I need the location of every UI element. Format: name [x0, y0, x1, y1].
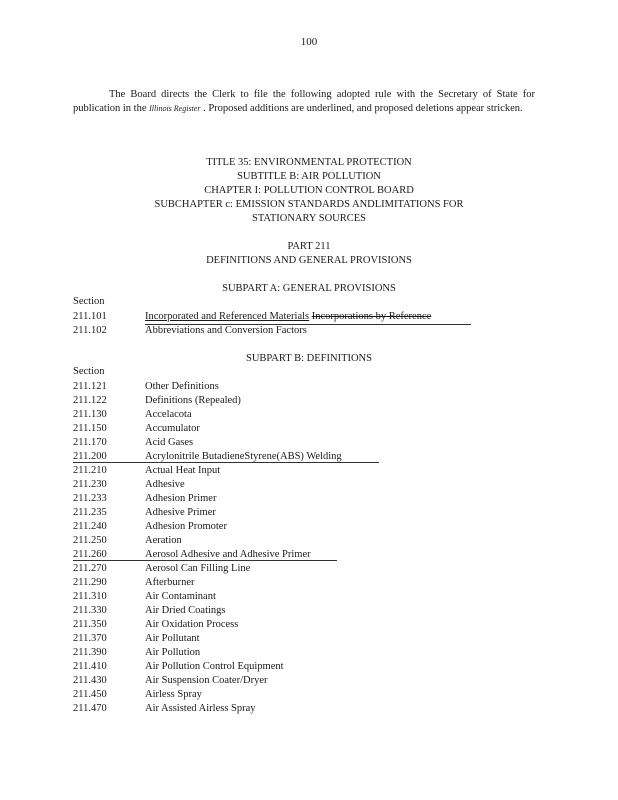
section-number: 211.200	[73, 451, 107, 462]
heading-title: TITLE 35: ENVIRONMENTAL PROTECTION	[206, 157, 412, 168]
section-title: Afterburner	[145, 577, 195, 588]
section-number: 211.230	[73, 479, 107, 490]
table-row	[73, 646, 373, 660]
intro-text-before: The Board directs the Clerk to file the following adopted rule with the Secretary of State for publication in the	[73, 89, 535, 114]
table-row	[73, 394, 373, 408]
section-number: 211.170	[73, 437, 107, 448]
table-row	[73, 660, 373, 674]
section-title: Air Pollution Control Equipment	[145, 661, 284, 672]
table-row	[73, 436, 373, 450]
table-row	[73, 534, 373, 548]
table-row	[73, 464, 373, 478]
table-row	[73, 520, 373, 534]
table-row	[73, 408, 373, 422]
heading-chapter: CHAPTER I: POLLUTION CONTROL BOARD	[204, 185, 414, 196]
section-title: Air Contaminant	[145, 591, 216, 602]
section-number: 211.121	[73, 381, 107, 392]
heading-part-title: DEFINITIONS AND GENERAL PROVISIONS	[206, 255, 412, 266]
table-row	[73, 688, 373, 702]
section-title: Accelacota	[145, 409, 192, 420]
section-number: 211.310	[73, 591, 107, 602]
table-row	[73, 380, 373, 394]
table-row	[73, 478, 373, 492]
section-title: Aerosol Adhesive and Adhesive Primer	[145, 549, 311, 560]
section-number: 211.150	[73, 423, 107, 434]
section-title: Definitions (Repealed)	[145, 395, 241, 406]
section-title: Adhesive	[145, 479, 185, 490]
section-title: Airless Spray	[145, 689, 202, 700]
table-row	[73, 576, 373, 590]
table-row	[73, 492, 373, 506]
underline-rule	[145, 324, 471, 325]
heading-subpart-b: SUBPART B: DEFINITIONS	[246, 353, 372, 364]
title-heading-block	[0, 156, 618, 226]
section-number: 211.450	[73, 689, 107, 700]
table-row	[73, 674, 373, 688]
table-row	[73, 506, 373, 520]
subpart-b-list	[73, 380, 373, 716]
section-number: 211.240	[73, 521, 107, 532]
section-title: Air Dried Coatings	[145, 605, 226, 616]
section-number: 211.233	[73, 493, 107, 504]
section-title: Air Assisted Airless Spray	[145, 703, 256, 714]
section-label-b: Section	[73, 366, 105, 377]
section-title: Air Pollutant	[145, 633, 200, 644]
struck-text: Incorporations by Reference	[311, 311, 432, 322]
section-number: 211.250	[73, 535, 107, 546]
part-heading-block	[0, 240, 618, 268]
section-number: 211.101	[73, 311, 107, 322]
section-title: Air Pollution	[145, 647, 201, 658]
section-number: 211.430	[73, 675, 107, 686]
subpart-a-heading	[0, 282, 618, 296]
section-number: 211.260	[73, 549, 107, 560]
section-number: 211.102	[73, 325, 107, 336]
heading-subchapter-line1: SUBCHAPTER c: EMISSION STANDARDS ANDLIMITATIONS FOR	[154, 199, 464, 210]
section-number: 211.350	[73, 619, 107, 630]
section-number: 211.390	[73, 647, 107, 658]
section-number: 211.410	[73, 661, 107, 672]
section-number: 211.235	[73, 507, 107, 518]
heading-subpart-a: SUBPART A: GENERAL PROVISIONS	[222, 283, 396, 294]
section-number: 211.122	[73, 395, 107, 406]
section-number: 211.470	[73, 703, 107, 714]
subpart-b-heading	[0, 352, 618, 366]
section-number: 211.210	[73, 465, 107, 476]
intro-text-after: . Proposed additions are underlined, and proposed deletions appear stricken.	[203, 103, 523, 114]
section-title: Acid Gases	[145, 437, 194, 448]
page-number: 100	[300, 36, 318, 48]
section-title: Air Suspension Coater/Dryer	[145, 675, 268, 686]
intro-italic-register: Illinois Register	[149, 104, 201, 113]
section-title: Aeration	[145, 535, 182, 546]
section-title: Actual Heat Input	[145, 465, 221, 476]
heading-part: PART 211	[287, 241, 331, 252]
section-title: Other Definitions	[145, 381, 219, 392]
intro-paragraph	[73, 88, 535, 116]
section-number: 211.130	[73, 409, 107, 420]
section-number: 211.270	[73, 563, 107, 574]
section-title: Aerosol Can Filling Line	[145, 563, 251, 574]
section-title: Acrylonitrile ButadieneStyrene(ABS) Welding	[145, 451, 342, 462]
table-row	[73, 562, 373, 576]
section-title: Adhesive Primer	[145, 507, 216, 518]
section-title: Adhesion Promoter	[145, 521, 227, 532]
table-row	[73, 618, 373, 632]
table-row	[73, 324, 373, 338]
section-number: 211.330	[73, 605, 107, 616]
section-number: 211.370	[73, 633, 107, 644]
underline-rule	[73, 560, 337, 561]
table-row	[73, 702, 373, 716]
section-label-a: Section	[73, 296, 105, 307]
section-title: Accumulator	[145, 423, 200, 434]
table-row	[73, 422, 373, 436]
section-number: 211.290	[73, 577, 107, 588]
heading-subchapter-line2: STATIONARY SOURCES	[252, 213, 366, 224]
section-title	[145, 310, 431, 324]
table-row	[73, 590, 373, 604]
heading-subtitle: SUBTITLE B: AIR POLLUTION	[237, 171, 381, 182]
table-row	[73, 632, 373, 646]
table-row	[73, 310, 432, 324]
added-text: Incorporated and Referenced Materials	[145, 311, 310, 322]
section-title: Air Oxidation Process	[145, 619, 239, 630]
section-title: Abbreviations and Conversion Factors	[145, 325, 307, 336]
section-title: Adhesion Primer	[145, 493, 217, 504]
underline-rule	[73, 462, 379, 463]
table-row	[73, 604, 373, 618]
